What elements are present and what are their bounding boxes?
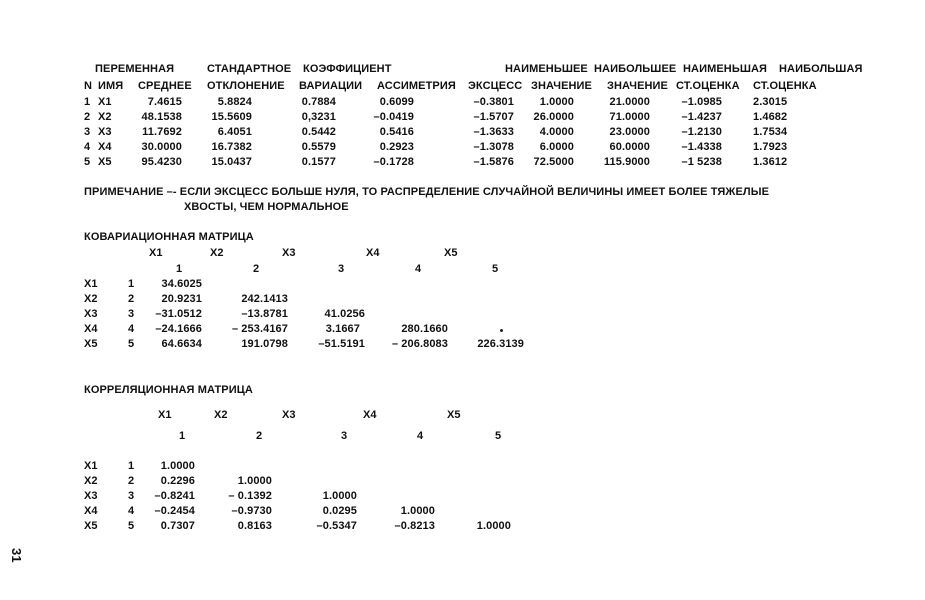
note-line-2: ХВОСТЫ, ЧЕМ НОРМАЛЬНОЕ xyxy=(184,201,349,213)
header-min-est: НАИМЕНЬШАЯ xyxy=(683,63,768,75)
covariance-title: КОВАРИАЦИОННАЯ МАТРИЦА xyxy=(84,231,254,243)
row-mean: 11.7692 xyxy=(142,126,182,138)
col-number: 4 xyxy=(415,263,422,275)
matrix-cell: 0.0295 xyxy=(322,505,357,517)
row-number: 4 xyxy=(128,323,135,335)
col-name: X5 xyxy=(444,247,458,259)
matrix-cell: 280.1660 xyxy=(401,323,448,335)
row-number: 3 xyxy=(128,308,135,320)
row-mean: 30.0000 xyxy=(141,141,182,153)
col-number: 1 xyxy=(179,430,186,442)
row-kurt: –1.5707 xyxy=(473,111,514,123)
col-number: 1 xyxy=(176,263,183,275)
row-name: X3 xyxy=(98,126,112,138)
page-number: 31 xyxy=(9,548,24,563)
matrix-cell: –0.8213 xyxy=(394,520,435,532)
row-min: 26.0000 xyxy=(533,111,574,123)
row-number: 2 xyxy=(128,293,135,305)
row-std: 16.7382 xyxy=(211,141,252,153)
header-mean: СРЕДНЕЕ xyxy=(138,80,192,92)
col-number: 2 xyxy=(256,430,263,442)
row-mean: 7.4615 xyxy=(147,96,182,108)
row-std: 5.8824 xyxy=(217,96,252,108)
matrix-cell: 34.6025 xyxy=(161,278,202,290)
header-name: ИМЯ xyxy=(98,80,124,92)
col-name: X5 xyxy=(447,409,461,421)
matrix-cell: 242.1413 xyxy=(241,293,288,305)
row-kurt: –1.3078 xyxy=(473,141,514,153)
row-kurt: –1.3633 xyxy=(473,126,514,138)
row-max-est: 1.4682 xyxy=(753,111,788,123)
row-name: X4 xyxy=(84,323,98,335)
row-std: 6.4051 xyxy=(217,126,252,138)
header-coefficient: КОЭФФИЦИЕНТ xyxy=(303,63,392,75)
row-std: 15.5609 xyxy=(211,111,252,123)
header-max-estimate: СТ.ОЦЕНКА xyxy=(753,80,817,92)
row-name: X1 xyxy=(98,96,112,108)
header-max-est: НАИБОЛЬШАЯ xyxy=(779,63,863,75)
col-name: X1 xyxy=(158,409,172,421)
matrix-cell: –13.8781 xyxy=(241,308,288,320)
matrix-cell: –0.9730 xyxy=(231,505,272,517)
row-number: 3 xyxy=(128,490,135,502)
row-skew: 0.5416 xyxy=(379,126,414,138)
header-standard: СТАНДАРТНОЕ xyxy=(207,63,292,75)
row-min: 1.0000 xyxy=(539,96,574,108)
col-name: X4 xyxy=(366,247,380,259)
matrix-cell: 0.8163 xyxy=(237,520,272,532)
header-max: НАИБОЛЬШЕЕ xyxy=(594,63,677,75)
matrix-cell: 1.0000 xyxy=(322,490,357,502)
row-name: X2 xyxy=(84,293,98,305)
row-name: X5 xyxy=(84,338,98,350)
header-kurtosis: ЭКСЦЕСС xyxy=(468,80,523,92)
matrix-cell: 226.3139 xyxy=(477,338,524,350)
row-max: 71.0000 xyxy=(609,111,650,123)
row-var: 0.7884 xyxy=(301,96,336,108)
row-kurt: –1.5876 xyxy=(473,156,514,168)
col-name: X4 xyxy=(363,409,377,421)
row-var: 0.1577 xyxy=(301,156,336,168)
row-min: 72.5000 xyxy=(533,156,574,168)
row-max-est: 2.3015 xyxy=(753,96,788,108)
matrix-cell: –0.8241 xyxy=(154,490,195,502)
matrix-cell: –0.2454 xyxy=(154,505,195,517)
row-name: X4 xyxy=(98,141,112,153)
header-variation: ВАРИАЦИИ xyxy=(299,80,363,92)
matrix-cell: 41.0256 xyxy=(324,308,365,320)
row-max: 115.9000 xyxy=(603,156,650,168)
row-name: X1 xyxy=(84,278,98,290)
row-min-est: –1 5238 xyxy=(681,156,722,168)
header-n: N xyxy=(84,80,93,92)
col-number: 4 xyxy=(417,430,424,442)
matrix-cell: – 206.8083 xyxy=(391,338,448,350)
matrix-cell: –31.0512 xyxy=(155,308,202,320)
header-variable: ПЕРЕМЕННАЯ xyxy=(95,63,175,75)
row-number: 1 xyxy=(128,278,135,290)
header-skewness: АССИМЕТРИЯ xyxy=(377,80,456,92)
col-name: X2 xyxy=(214,409,228,421)
row-min-est: –1.0985 xyxy=(681,96,722,108)
row-skew: –0.1728 xyxy=(373,156,414,168)
row-max-est: 1.3612 xyxy=(753,156,788,168)
matrix-cell: 3.1667 xyxy=(325,323,360,335)
row-var: 0.5442 xyxy=(301,126,336,138)
row-max-est: 1.7534 xyxy=(753,126,788,138)
row-name: X5 xyxy=(98,156,112,168)
row-var: 0.5579 xyxy=(301,141,336,153)
correlation-title: КОРРЕЛЯЦИОННАЯ МАТРИЦА xyxy=(84,384,253,396)
row-min-est: –1.4338 xyxy=(681,141,722,153)
header-min-estimate: СТ.ОЦЕНКА xyxy=(676,80,740,92)
row-max: 21.0000 xyxy=(609,96,650,108)
header-min-value: ЗНАЧЕНИЕ xyxy=(531,80,592,92)
row-var: 0,3231 xyxy=(301,111,336,123)
col-number: 5 xyxy=(495,430,502,442)
col-number: 3 xyxy=(341,430,348,442)
col-number: 5 xyxy=(492,263,499,275)
matrix-cell: 64.6634 xyxy=(161,338,202,350)
row-max-est: 1.7923 xyxy=(753,141,788,153)
matrix-cell: 1.0000 xyxy=(476,520,511,532)
row-name: X1 xyxy=(84,460,98,472)
matrix-cell: –24.1666 xyxy=(155,323,202,335)
row-max: 23.0000 xyxy=(609,126,650,138)
matrix-cell: – 0.1392 xyxy=(228,490,272,502)
row-number: 5 xyxy=(128,520,135,532)
matrix-cell: 1.0000 xyxy=(237,475,272,487)
matrix-cell: 1.0000 xyxy=(400,505,435,517)
row-number: 1 xyxy=(128,460,135,472)
row-skew: 0.2923 xyxy=(379,141,414,153)
row-min: 4.0000 xyxy=(539,126,574,138)
row-n: 4 xyxy=(84,141,91,153)
header-deviation: ОТКЛОНЕНИЕ xyxy=(207,80,285,92)
stray-dot xyxy=(500,329,503,332)
row-name: X2 xyxy=(84,475,98,487)
row-mean: 95.4230 xyxy=(141,156,182,168)
row-number: 4 xyxy=(128,505,135,517)
row-name: X3 xyxy=(84,490,98,502)
row-min: 6.0000 xyxy=(539,141,574,153)
row-min-est: –1.4237 xyxy=(681,111,722,123)
col-name: X3 xyxy=(282,247,296,259)
row-mean: 48.1538 xyxy=(141,111,182,123)
col-number: 2 xyxy=(253,263,260,275)
row-name: X5 xyxy=(84,520,98,532)
matrix-cell: 0.2296 xyxy=(160,475,195,487)
row-name: X4 xyxy=(84,505,98,517)
row-n: 2 xyxy=(84,111,91,123)
row-skew: –0.0419 xyxy=(373,111,414,123)
matrix-cell: –0.5347 xyxy=(316,520,357,532)
matrix-cell: 20.9231 xyxy=(161,293,202,305)
row-name: X3 xyxy=(84,308,98,320)
row-n: 1 xyxy=(84,96,91,108)
row-kurt: –0.3801 xyxy=(473,96,514,108)
matrix-cell: – 253.4167 xyxy=(231,323,288,335)
matrix-cell: 191.0798 xyxy=(241,338,288,350)
row-number: 2 xyxy=(128,475,135,487)
row-std: 15.0437 xyxy=(211,156,252,168)
col-name: X3 xyxy=(282,409,296,421)
row-min-est: –1.2130 xyxy=(681,126,722,138)
row-name: X2 xyxy=(98,111,112,123)
header-min: НАИМЕНЬШЕЕ xyxy=(505,63,588,75)
col-name: X1 xyxy=(149,247,163,259)
col-name: X2 xyxy=(210,247,224,259)
col-number: 3 xyxy=(338,263,345,275)
row-n: 5 xyxy=(84,156,91,168)
row-number: 5 xyxy=(128,338,135,350)
row-n: 3 xyxy=(84,126,91,138)
row-max: 60.0000 xyxy=(609,141,650,153)
matrix-cell: –51.5191 xyxy=(318,338,365,350)
row-skew: 0.6099 xyxy=(379,96,414,108)
note-line-1: ПРИМЕЧАНИЕ –- ЕСЛИ ЭКСЦЕСС БОЛЬШЕ НУЛЯ, ТО РАСПРЕДЕЛЕНИЕ СЛУЧАЙНОЙ ВЕЛИЧИНЫ ИМЕЕТ БОЛЕЕ ТЯЖЕЛЫЕ xyxy=(84,186,770,198)
matrix-cell: 1.0000 xyxy=(160,460,195,472)
header-max-value: ЗНАЧЕНИЕ xyxy=(607,80,668,92)
matrix-cell: 0.7307 xyxy=(160,520,195,532)
